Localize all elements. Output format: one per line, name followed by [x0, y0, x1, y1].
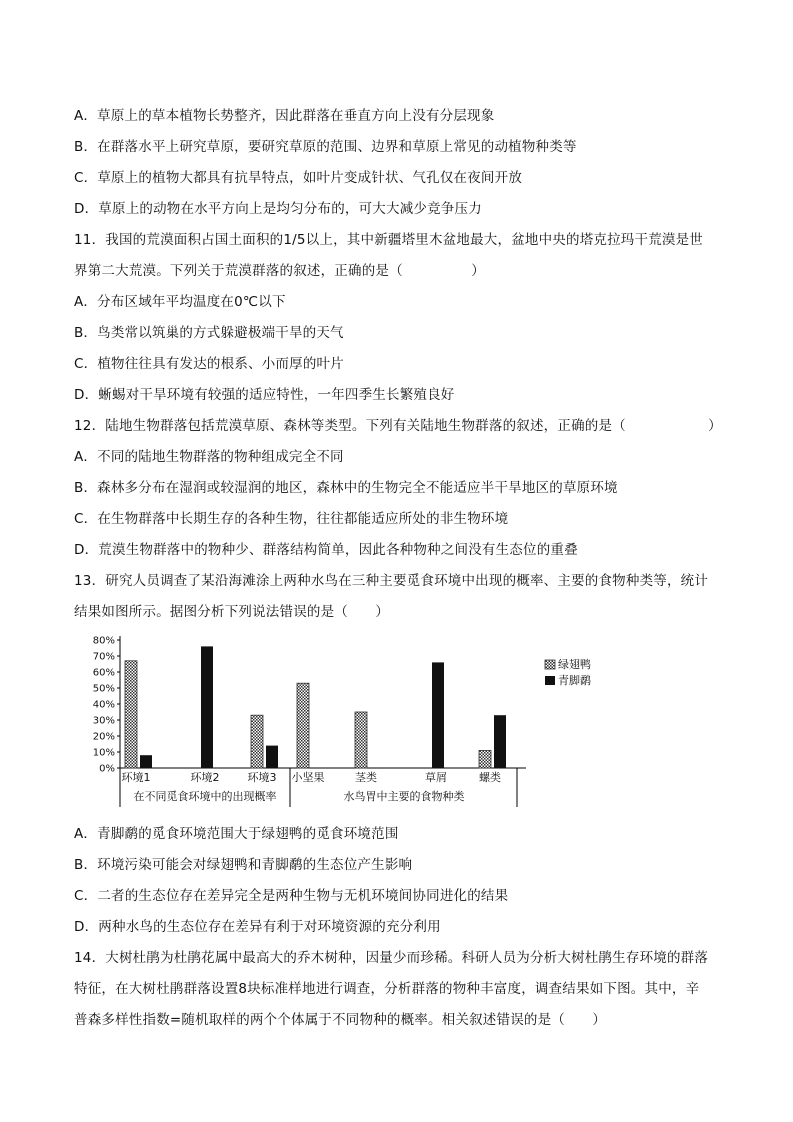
y-tick-label: 50% [92, 683, 115, 695]
question-11-stem: 界第二大荒漠。下列关于荒漠群落的叙述，正确的是（ ） [74, 263, 485, 279]
y-tick-label: 60% [92, 667, 115, 679]
x-category-label: 环境1 [121, 771, 151, 784]
y-tick-label: 10% [92, 747, 115, 759]
bar-series-0 [355, 712, 367, 768]
bar-series-1 [432, 662, 444, 768]
text-line: D．荒漠生物群落中的物种少、群落结构简单，因此各种物种之间没有生态位的重叠 [74, 542, 578, 558]
question-14-stem: 14．大树杜鹃为杜鹃花属中最高大的乔木树种，因量少而珍稀。科研人员为分析大树杜鹃生存环境的群落 [74, 950, 709, 966]
x-category-label: 环境2 [190, 771, 220, 784]
text-line: D．蜥蜴对干旱环境有较强的适应特性，一年四季生长繁殖良好 [74, 387, 455, 403]
text-line: A．不同的陆地生物群落的物种组成完全不同 [74, 449, 344, 465]
legend-label-series-1: 青脚鹬 [558, 674, 591, 687]
text-line: B．森林多分布在湿润或较湿润的地区，森林中的生物完全不能适应半干旱地区的草原环境 [74, 480, 618, 496]
text-line: B．环境污染可能会对绿翅鸭和青脚鹬的生态位产生影响 [74, 857, 413, 873]
question-14-stem: 普森多样性指数=随机取样的两个个体属于不同物种的概率。相关叙述错误的是（ ） [74, 1012, 607, 1028]
text-line: C．二者的生态位存在差异完全是两种生物与无机环境间协同进化的结果 [74, 888, 509, 904]
bar-series-0 [251, 715, 263, 768]
question-14-stem: 特征，在大树杜鹃群落设置8块标准样地进行调查，分析群落的物种丰富度，调查结果如下图。其中，辛 [74, 981, 700, 997]
text-line: D．两种水鸟的生态位存在差异有利于对环境资源的充分利用 [74, 919, 441, 935]
bar-series-0 [297, 683, 309, 768]
bar-series-1 [140, 755, 152, 768]
text-line: C．植物往往具有发达的根系、小而厚的叶片 [74, 356, 344, 372]
bar-series-1 [494, 715, 506, 768]
y-tick-label: 20% [92, 731, 115, 743]
y-tick-label: 80% [92, 635, 115, 647]
text-line: C．在生物群落中长期生存的各种生物，往往都能适应所处的非生物环境 [74, 511, 509, 527]
y-tick-label: 40% [92, 699, 115, 711]
bar-chart-svg [88, 632, 628, 810]
x-category-label: 草屑 [425, 771, 447, 784]
question-13-stem: 结果如图所示。据图分析下列说法错误的是（ ） [74, 604, 390, 620]
text-line: A．草原上的草本植物长势整齐，因此群落在垂直方向上没有分层现象 [74, 108, 495, 124]
text-line: D．草原上的动物在水平方向上是均匀分布的，可大大减少竞争压力 [74, 201, 482, 217]
group-label: 在不同觅食环境中的出现概率 [133, 790, 277, 803]
bar-series-0 [479, 750, 491, 768]
question-11-stem: 11．我国的荒漠面积占国土面积的1/5以上，其中新疆塔里木盆地最大，盆地中央的塔克拉玛干荒漠是世 [74, 232, 704, 248]
y-tick-label: 70% [92, 651, 115, 663]
x-category-label: 小坚果 [291, 771, 325, 784]
y-tick-label: 0% [99, 763, 115, 775]
text-line: A．青脚鹬的觅食环境范围大于绿翅鸭的觅食环境范围 [74, 826, 399, 842]
question-13-stem: 13．研究人员调查了某沿海滩涂上两种水鸟在三种主要觅食环境中出现的概率、主要的食物种类等，统计 [74, 573, 709, 589]
text-line: A．分布区域年平均温度在0℃以下 [74, 294, 286, 310]
x-category-label: 茎类 [355, 771, 377, 784]
x-category-label: 环境3 [247, 771, 277, 784]
legend-swatch-series-0 [545, 660, 555, 669]
group-label: 水鸟胃中主要的食物种类 [343, 790, 465, 803]
legend-label-series-0: 绿翅鸭 [558, 658, 591, 671]
bar-series-1 [201, 646, 213, 768]
x-category-label: 螺类 [479, 771, 501, 784]
bar-series-1 [266, 746, 278, 768]
text-line: B．在群落水平上研究草原，要研究草原的范围、边界和草原上常见的动植物种类等 [74, 139, 577, 155]
bar-series-0 [125, 661, 137, 768]
bar-chart [88, 632, 628, 810]
text-line: C．草原上的植物大都具有抗旱特点，如叶片变成针状、气孔仅在夜间开放 [74, 170, 523, 186]
text-line: B．鸟类常以筑巢的方式躲避极端干旱的天气 [74, 325, 344, 341]
question-12-stem: 12．陆地生物群落包括荒漠草原、森林等类型。下列有关陆地生物群落的叙述，正确的是（ ） [74, 418, 722, 434]
legend-swatch-series-1 [545, 676, 555, 685]
y-tick-label: 30% [92, 715, 115, 727]
